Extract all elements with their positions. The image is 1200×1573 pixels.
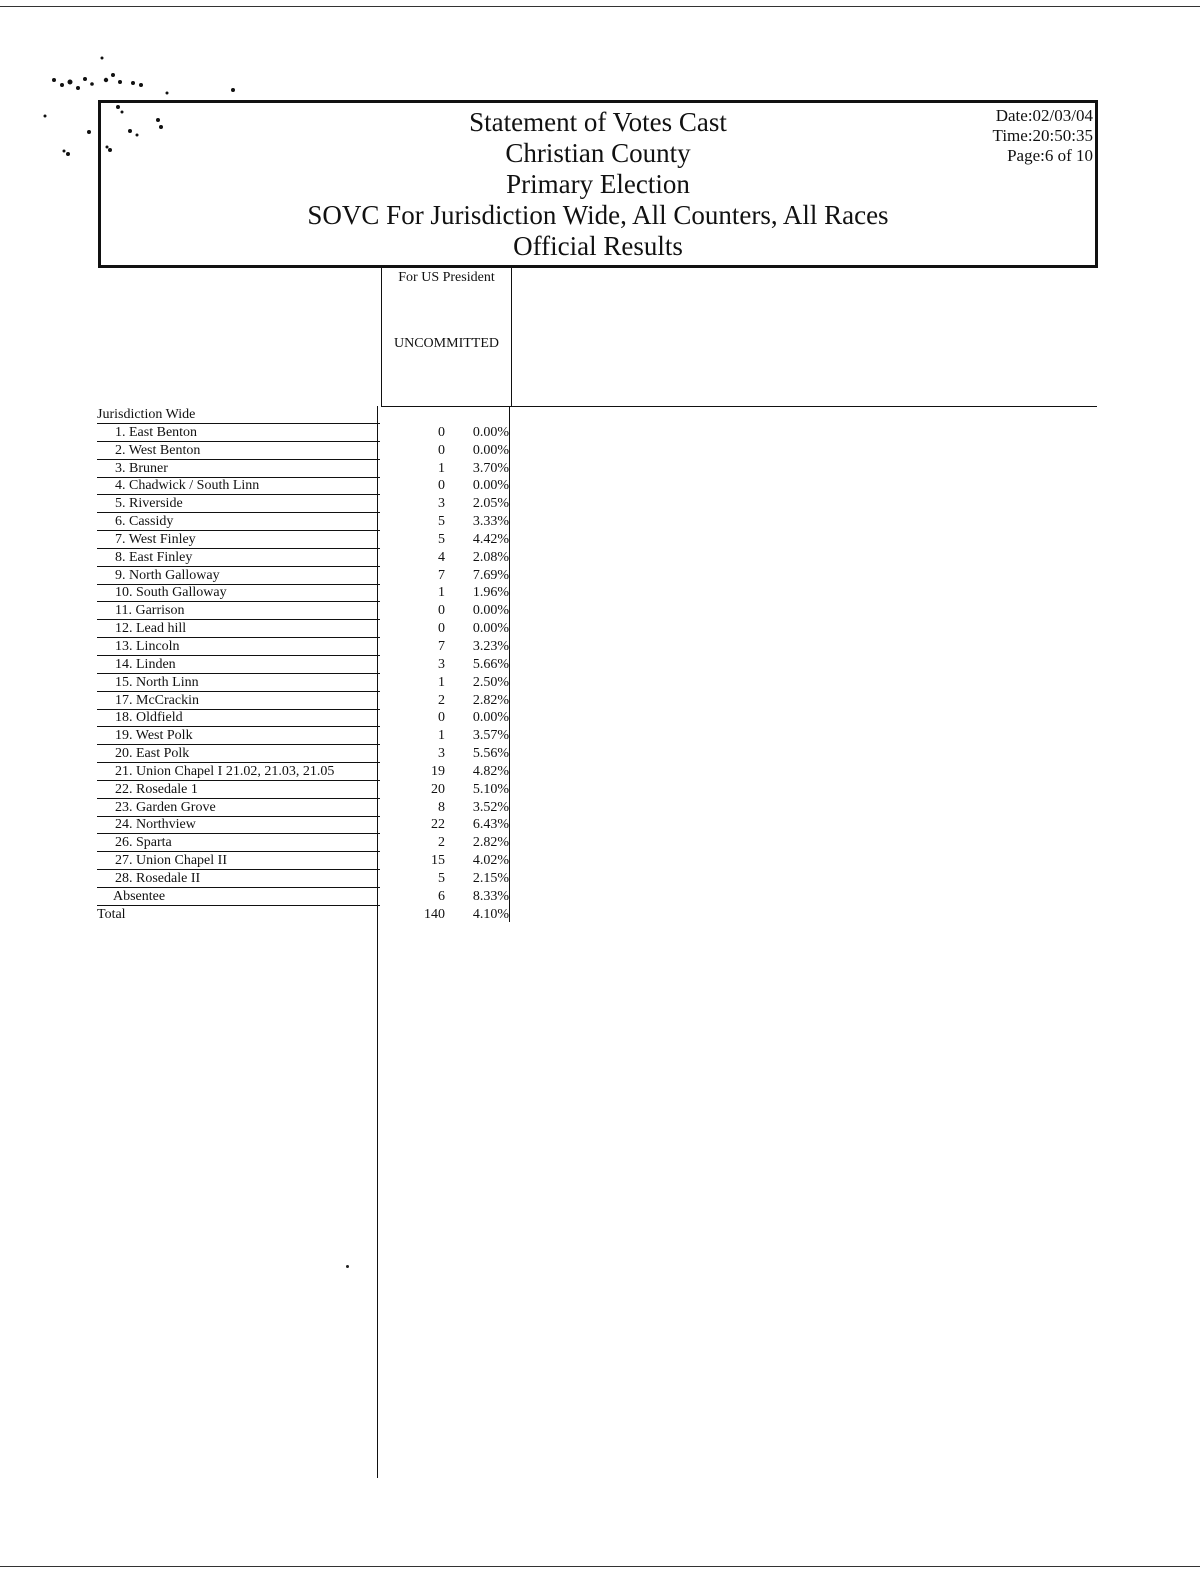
report-header-box [98, 100, 1098, 268]
precinct-name: 13. Lincoln [97, 638, 380, 656]
precinct-name: 20. East Polk [97, 745, 380, 763]
table-row [97, 870, 511, 888]
table-row [97, 781, 511, 799]
vote-percent: 5.10% [472, 781, 509, 797]
vote-count: 8 [438, 799, 445, 815]
vote-percent: 3.70% [472, 460, 509, 476]
table-row [97, 513, 511, 531]
vote-count: 1 [438, 460, 445, 476]
vote-percent: 0.00% [472, 478, 509, 494]
report-title-line-2: Christian County [505, 138, 691, 168]
vote-count: 1 [438, 585, 445, 601]
vote-percent: 1.96% [472, 585, 509, 601]
table-row [97, 816, 511, 834]
vote-count: 4 [438, 549, 445, 565]
precinct-name: 5. Riverside [97, 495, 380, 513]
vote-percent: 8.33% [472, 888, 509, 904]
vote-count: 0 [438, 710, 445, 726]
scan-top-edge-line [0, 6, 1200, 7]
precinct-name: 14. Linden [97, 656, 380, 674]
report-time: Time:20:50:35 [992, 126, 1093, 145]
precinct-name: 24. Northview [97, 816, 380, 834]
table-row [97, 442, 511, 460]
vote-percent: 6.43% [472, 817, 509, 833]
precinct-name: 1. East Benton [97, 424, 380, 442]
table-row [97, 460, 511, 478]
table-row [97, 584, 511, 602]
vote-count: 0 [438, 442, 445, 458]
vote-percent: 0.00% [472, 710, 509, 726]
precinct-name: 2. West Benton [97, 442, 380, 460]
vote-count: 1 [438, 728, 445, 744]
vote-count: 0 [438, 478, 445, 494]
vote-percent: 4.42% [472, 531, 509, 547]
precinct-name: 26. Sparta [97, 834, 380, 852]
vote-percent: 2.82% [472, 692, 509, 708]
vote-percent: 5.56% [472, 746, 509, 762]
report-title-block [101, 107, 1095, 262]
report-title-line-1: Statement of Votes Cast [469, 107, 727, 137]
table-row [97, 495, 511, 513]
vote-percent: 0.00% [472, 621, 509, 637]
vote-percent: 2.50% [472, 674, 509, 690]
report-title-line-3: Primary Election [506, 169, 690, 199]
vote-percent: 4.82% [472, 763, 509, 779]
vote-percent: 4.02% [472, 853, 509, 869]
precinct-name: 11. Garrison [97, 602, 380, 620]
total-label: Total [97, 906, 126, 922]
precinct-name: 15. North Linn [97, 674, 380, 692]
vote-percent: 0.00% [472, 442, 509, 458]
vote-count: 5 [438, 514, 445, 530]
vote-count: 2 [438, 692, 445, 708]
vote-percent: 2.05% [472, 496, 509, 512]
table-row [97, 620, 511, 638]
report-title-line-4: SOVC For Jurisdiction Wide, All Counters, All Races [307, 200, 889, 230]
vote-percent: 0.00% [472, 603, 509, 619]
total-vote-percent: 4.10% [472, 906, 509, 922]
report-title-line-5: Official Results [513, 231, 683, 261]
vote-count: 1 [438, 674, 445, 690]
race-column-header [381, 266, 512, 406]
table-total-row [97, 906, 511, 924]
vote-count: 7 [438, 567, 445, 583]
precinct-name: 19. West Polk [97, 727, 380, 745]
table-group-row [97, 406, 511, 424]
vote-count: 22 [431, 817, 445, 833]
vote-count: 5 [438, 531, 445, 547]
precinct-name: 22. Rosedale 1 [97, 781, 380, 799]
results-table [97, 406, 511, 923]
vote-percent: 3.57% [472, 728, 509, 744]
vote-percent: 7.69% [472, 567, 509, 583]
table-row [97, 567, 511, 585]
vote-count: 0 [438, 603, 445, 619]
vote-percent: 3.33% [472, 514, 509, 530]
precinct-name: 4. Chadwick / South Linn [97, 477, 380, 495]
vote-count: 0 [438, 621, 445, 637]
vote-count: 7 [438, 638, 445, 654]
vote-count: 6 [438, 888, 445, 904]
vote-count: 5 [438, 870, 445, 886]
vote-percent: 2.82% [472, 835, 509, 851]
precinct-name: 6. Cassidy [97, 513, 380, 531]
vote-percent: 0.00% [472, 424, 509, 440]
precinct-name: 27. Union Chapel II [97, 852, 380, 870]
table-row [97, 656, 511, 674]
vote-percent: 2.15% [472, 870, 509, 886]
table-row [97, 692, 511, 710]
precinct-name: 10. South Galloway [97, 584, 380, 602]
candidate-name: UNCOMMITTED [394, 336, 499, 351]
vote-count: 20 [431, 781, 445, 797]
vote-count: 15 [431, 853, 445, 869]
precinct-name: 23. Garden Grove [97, 799, 380, 817]
table-row [97, 763, 511, 781]
scan-bottom-edge-line [0, 1566, 1200, 1567]
table-row [97, 852, 511, 870]
precinct-name: 7. West Finley [97, 531, 380, 549]
race-name: For US President [398, 270, 495, 285]
table-row [97, 531, 511, 549]
scan-speck [346, 1265, 349, 1268]
table-row [97, 888, 511, 906]
table-row [97, 745, 511, 763]
vote-count: 3 [438, 656, 445, 672]
table-row [97, 834, 511, 852]
vote-count: 0 [438, 424, 445, 440]
vote-percent: 3.23% [472, 638, 509, 654]
vote-percent: 3.52% [472, 799, 509, 815]
vote-count: 3 [438, 496, 445, 512]
vote-count: 2 [438, 835, 445, 851]
precinct-name: 12. Lead hill [97, 620, 380, 638]
total-vote-count: 140 [424, 906, 445, 922]
table-row [97, 549, 511, 567]
report-date: Date:02/03/04 [995, 106, 1093, 125]
precinct-name: 8. East Finley [97, 549, 380, 567]
table-row [97, 424, 511, 442]
table-row [97, 674, 511, 692]
table-row [97, 799, 511, 817]
vote-percent: 5.66% [472, 656, 509, 672]
report-meta [993, 106, 1093, 166]
table-row [97, 602, 511, 620]
table-row [97, 727, 511, 745]
table-row [97, 709, 511, 727]
precinct-name: 21. Union Chapel I 21.02, 21.03, 21.05 [97, 763, 380, 781]
precinct-name: 17. McCrackin [97, 692, 380, 710]
precinct-name: 18. Oldfield [97, 709, 380, 727]
vote-percent: 2.08% [472, 549, 509, 565]
precinct-name: 28. Rosedale II [97, 870, 380, 888]
group-label: Jurisdiction Wide [97, 406, 380, 424]
vote-count: 3 [438, 746, 445, 762]
precinct-name: 3. Bruner [97, 460, 380, 478]
report-page: Page:6 of 10 [1007, 146, 1093, 165]
precinct-name: Absentee [97, 888, 380, 906]
vote-count: 19 [431, 763, 445, 779]
precinct-name: 9. North Galloway [97, 567, 380, 585]
table-row [97, 638, 511, 656]
table-row [97, 477, 511, 495]
